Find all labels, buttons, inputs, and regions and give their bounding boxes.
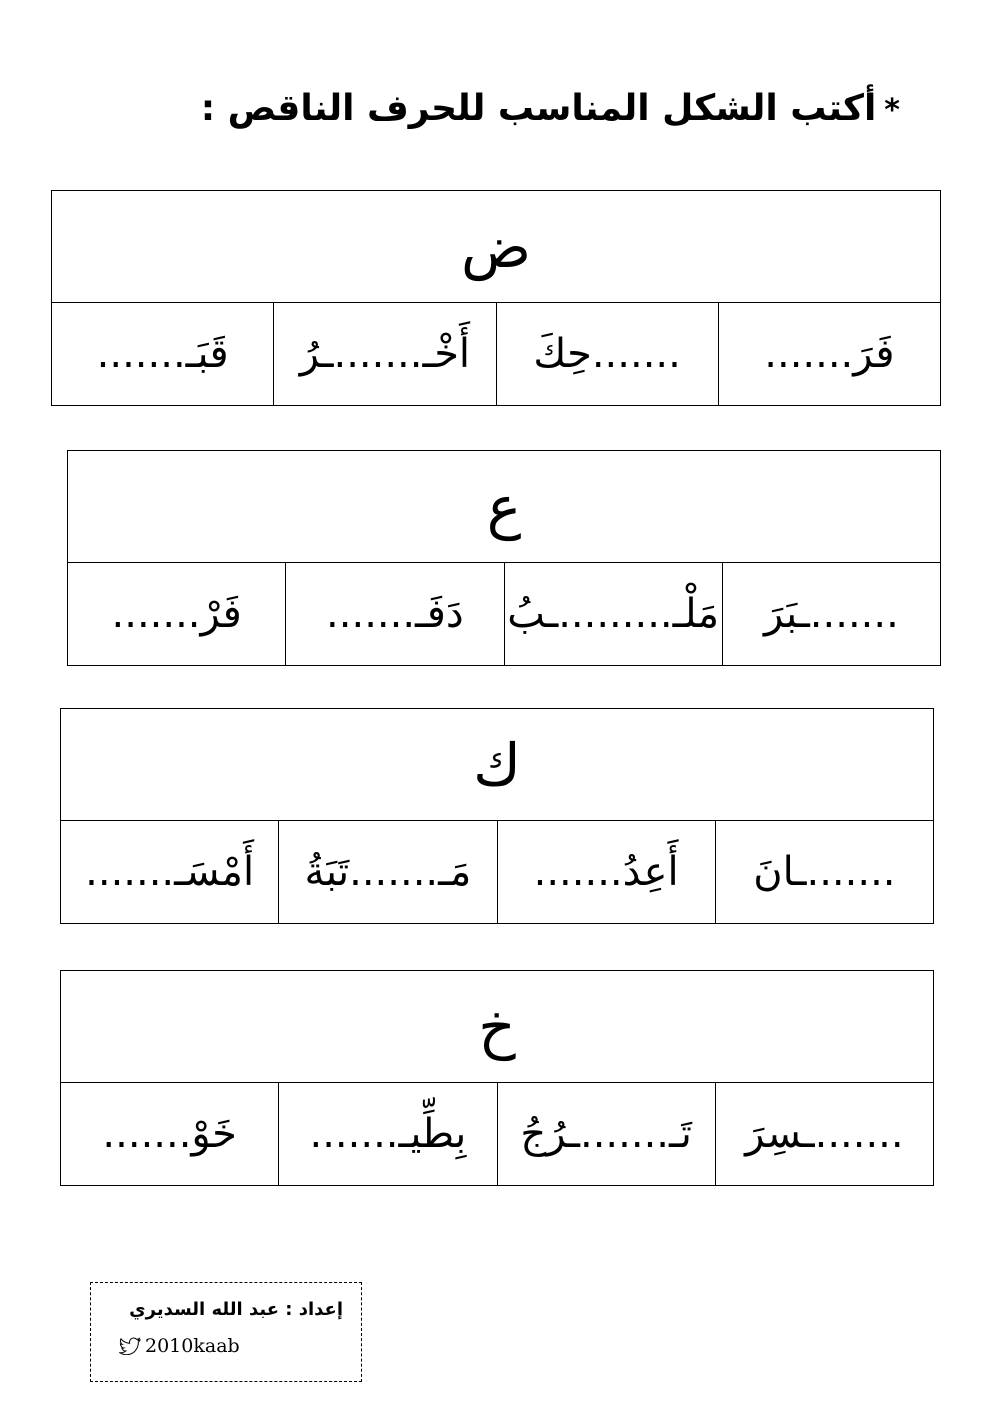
word-cell[interactable]: .......ـسِرَ bbox=[715, 1083, 933, 1186]
word-cell[interactable]: تَـ.......ـرُجُ bbox=[497, 1083, 715, 1186]
title-star: * bbox=[884, 93, 900, 128]
letter-box-1 bbox=[51, 190, 941, 406]
target-letter: ك bbox=[61, 709, 934, 821]
word-cell[interactable]: أَخْـ.......ـرُ bbox=[274, 303, 496, 406]
author-credit-box bbox=[90, 1282, 362, 1382]
word-cell[interactable]: أَمْسَـ....... bbox=[61, 821, 279, 924]
author-name: إعداد : عبد الله السديري bbox=[129, 1299, 343, 1320]
target-letter: ض bbox=[52, 191, 941, 303]
word-cell[interactable]: قَبَـ....... bbox=[52, 303, 274, 406]
title-text: أكتب الشكل المناسب للحرف الناقص : bbox=[200, 88, 877, 129]
worksheet-title bbox=[201, 88, 900, 129]
word-cell[interactable]: .......حِكَ bbox=[496, 303, 718, 406]
letter-box-3 bbox=[60, 708, 934, 924]
word-cell[interactable]: أَعِدُ....... bbox=[497, 821, 715, 924]
target-letter: خ bbox=[61, 971, 934, 1083]
handle-text: 2010kaab bbox=[145, 1335, 240, 1357]
word-cell[interactable]: .......ـبَرَ bbox=[722, 563, 940, 666]
letter-box-4 bbox=[60, 970, 934, 1186]
word-cell[interactable]: دَفَـ....... bbox=[286, 563, 504, 666]
word-cell[interactable]: .......ـانَ bbox=[715, 821, 933, 924]
word-cell[interactable]: بِطِّيـ....... bbox=[279, 1083, 497, 1186]
letter-box-2 bbox=[67, 450, 941, 666]
target-letter: ع bbox=[68, 451, 941, 563]
author-handle bbox=[119, 1335, 240, 1357]
twitter-bird-icon bbox=[119, 1337, 141, 1355]
word-cell[interactable]: مَلْـ.........ـبُ bbox=[504, 563, 722, 666]
word-cell[interactable]: خَوْ....... bbox=[61, 1083, 279, 1186]
word-cell[interactable]: مَـ.......تَبَةُ bbox=[279, 821, 497, 924]
word-cell[interactable]: فَرَ....... bbox=[718, 303, 940, 406]
word-cell[interactable]: فَرْ....... bbox=[68, 563, 286, 666]
